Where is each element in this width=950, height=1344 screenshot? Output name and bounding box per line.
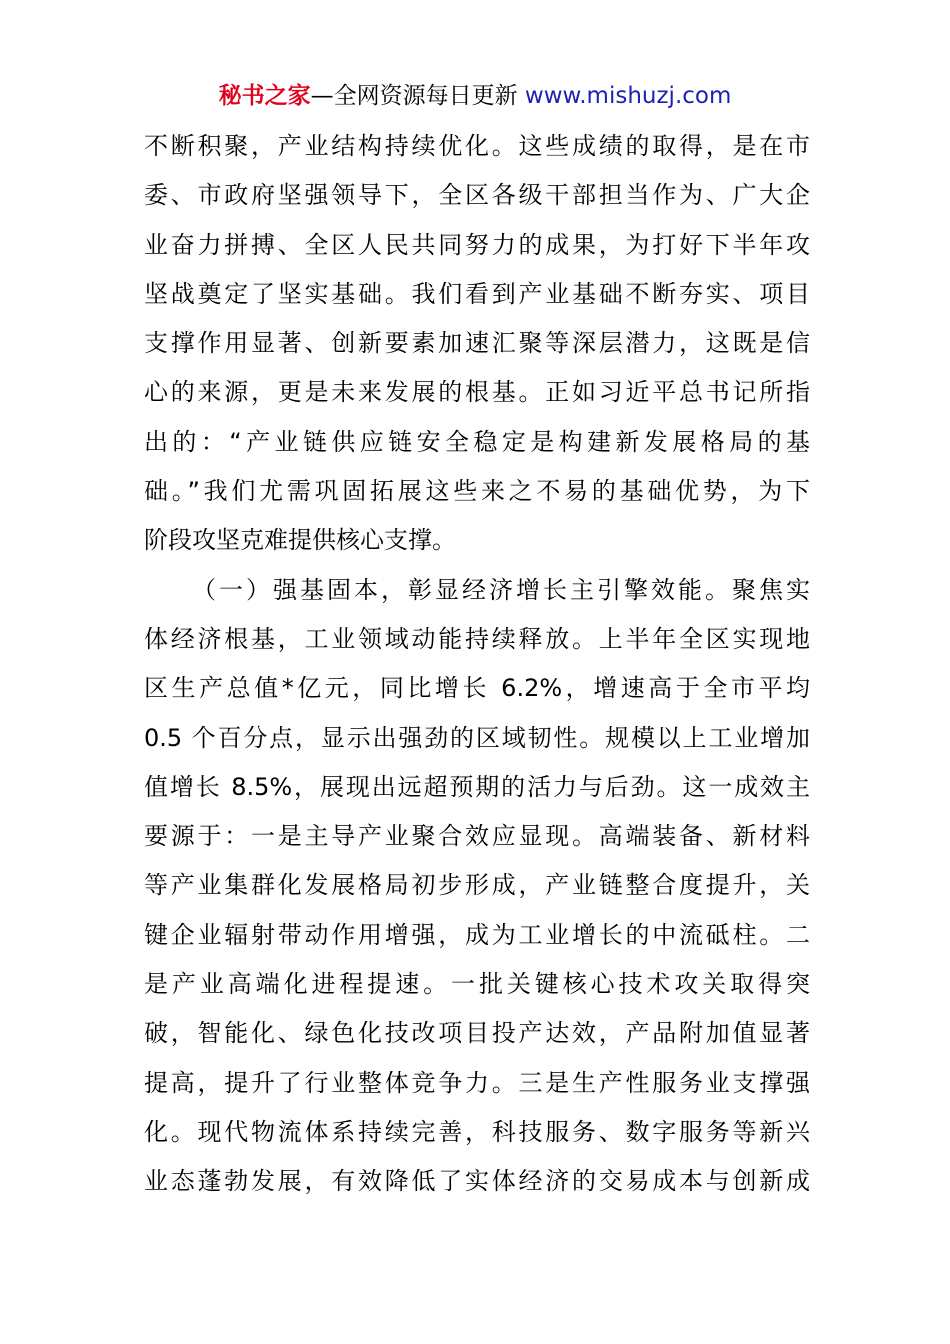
text-line: 键企业辐射带动作用增强，成为工业增长的中流砥柱。二 bbox=[144, 920, 810, 949]
text-line: 支撑作用显著、创新要素加速汇聚等深层潜力，这既是信 bbox=[144, 329, 810, 358]
text-line: 要源于：一是主导产业聚合效应显现。高端装备、新材料 bbox=[144, 822, 810, 851]
text-line: 值增长 8.5%，展现出远超预期的活力与后劲。这一成效主 bbox=[144, 772, 810, 801]
text-line: 区生产总值*亿元，同比增长 6.2%，增速高于全市平均 bbox=[144, 674, 810, 703]
site-header bbox=[0, 80, 950, 112]
text-line: 业奋力拼搏、全区人民共同努力的成果，为打好下半年攻 bbox=[144, 230, 810, 259]
text-line: 础。”我们尤需巩固拓展这些来之不易的基础优势，为下 bbox=[144, 477, 810, 506]
text-line: 提高，提升了行业整体竞争力。三是生产性服务业支撑强 bbox=[144, 1068, 810, 1097]
text-line: 破，智能化、绿色化技改项目投产达效，产品附加值显著 bbox=[144, 1019, 810, 1048]
text-line: 化。现代物流体系持续完善，科技服务、数字服务等新兴 bbox=[144, 1117, 810, 1146]
text-line: 业态蓬勃发展，有效降低了实体经济的交易成本与创新成 bbox=[144, 1167, 810, 1196]
text-line: 体经济根基，工业领域动能持续释放。上半年全区实现地 bbox=[144, 624, 810, 653]
site-url-link[interactable]: www.mishuzj.com bbox=[524, 83, 732, 109]
text-line: 心的来源，更是未来发展的根基。正如习近平总书记所指 bbox=[144, 378, 810, 407]
document-body bbox=[144, 122, 810, 1207]
text-line: 坚战奠定了坚实基础。我们看到产业基础不断夯实、项目 bbox=[144, 279, 810, 308]
text-line: 委、市政府坚强领导下，全区各级干部担当作为、广大企 bbox=[144, 181, 810, 210]
section-heading-line: （一）强基固本，彰显经济增长主引擎效能。聚焦实 bbox=[192, 575, 810, 604]
paragraph-end-line: 阶段攻坚克难提供核心支撑。 bbox=[144, 526, 456, 555]
text-line: 是产业高端化进程提速。一批关键核心技术攻关取得突 bbox=[144, 970, 810, 999]
site-brand: 秘书之家 bbox=[218, 83, 311, 109]
text-line: 不断积聚，产业结构持续优化。这些成绩的取得，是在市 bbox=[144, 132, 810, 160]
text-line: 出的：“产业链供应链安全稳定是构建新发展格局的基 bbox=[144, 427, 810, 456]
site-tagline: —全网资源每日更新 bbox=[310, 83, 525, 109]
text-line: 0.5 个百分点，显示出强劲的区域韧性。规模以上工业增加 bbox=[144, 723, 810, 752]
text-line: 等产业集群化发展格局初步形成，产业链整合度提升，关 bbox=[144, 871, 810, 900]
